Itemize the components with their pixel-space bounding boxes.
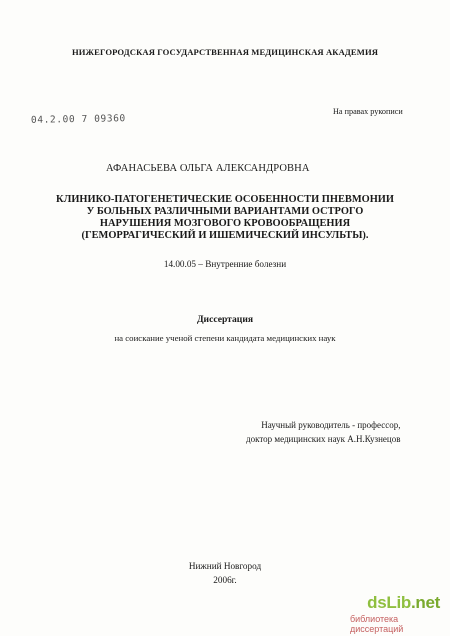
- title-line: У БОЛЬНЫХ РАЗЛИЧНЫМИ ВАРИАНТАМИ ОСТРОГО: [86, 206, 364, 218]
- inventory-stamp: 04.2.00 7 09360: [30, 113, 126, 126]
- dslib-subtitle: библиотека диссертаций: [350, 614, 404, 634]
- title-line: (ГЕМОРРАГИЧЕСКИЙ И ИШЕМИЧЕСКИЙ ИНСУЛЬТЫ).: [81, 230, 369, 242]
- place-and-year: [0, 559, 450, 587]
- supervisor-block: [246, 419, 400, 446]
- rights-note: На правах рукописи: [333, 107, 403, 116]
- supervisor-line: доктор медицинских наук А.Н.Кузнецов: [246, 433, 401, 444]
- degree-line: на соискание ученой степени кандидата медицинских наук: [114, 333, 336, 343]
- year: 2006г.: [213, 575, 237, 585]
- specialty-code: 14.00.05 – Внутренние болезни: [163, 259, 287, 269]
- city-name: Нижний Новгород: [188, 561, 262, 571]
- dslib-logo: dsLib.net: [367, 593, 440, 612]
- dslib-watermark-link[interactable]: [350, 593, 446, 634]
- supervisor-line: Научный руководитель - профессор,: [261, 420, 401, 430]
- academy-name: НИЖЕГОРОДСКАЯ ГОСУДАРСТВЕННАЯ МЕДИЦИНСКАЯ АКАДЕМИЯ: [71, 47, 379, 57]
- dissertation-title: [0, 194, 450, 242]
- author-name: АФАНАСЬЕВА ОЛЬГА АЛЕКСАНДРОВНА: [106, 163, 310, 174]
- document-type: Диссертация: [196, 314, 254, 325]
- title-line: НАРУШЕНИЯ МОЗГОВОГО КРОВООБРАЩЕНИЯ: [99, 218, 351, 230]
- title-line: КЛИНИКО-ПАТОГЕНЕТИЧЕСКИЕ ОСОБЕННОСТИ ПНЕВМОНИИ: [56, 194, 394, 205]
